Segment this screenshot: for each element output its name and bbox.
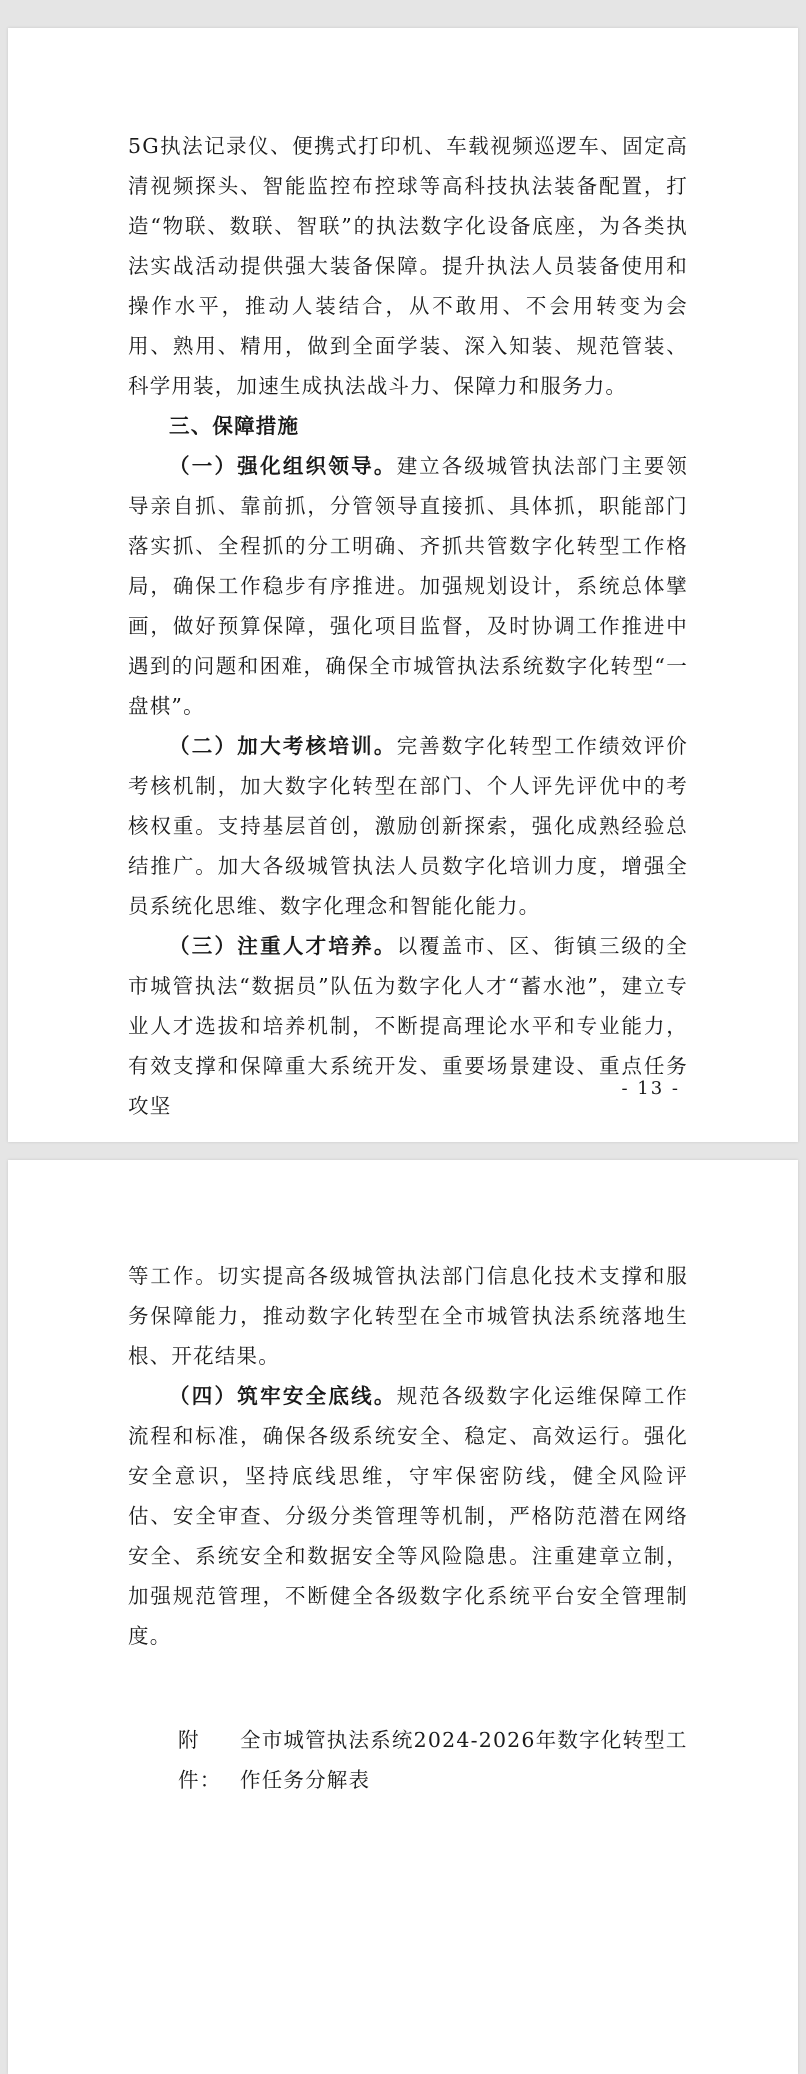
paragraph-security-baseline: [128, 1376, 688, 1656]
document-page-14: [8, 1160, 798, 2074]
item-title: （二）加大考核培训。: [169, 734, 397, 758]
item-body: 规范各级数字化运维保障工作流程和标准，确保各级系统安全、稳定、高效运行。强化安全意识，坚持底线思维，守牢保密防线，健全风险评估、安全审查、分级分类管理等机制，严格防范潜在网络安全、系统安全和数据安全等风险隐患。注重建章立制，加强规范管理，不断健全各级数字化系统平台安全管理制度。: [128, 1384, 688, 1648]
item-title: （四）筑牢安全底线。: [169, 1384, 397, 1408]
document-page-13: [8, 28, 798, 1142]
attachment-title: 全市城管执法系统2024-2026年数字化转型工作任务分解表: [240, 1728, 688, 1792]
page-body: [128, 126, 688, 1126]
item-body: 建立各级城管执法部门主要领导亲自抓、靠前抓，分管领导直接抓、具体抓，职能部门落实抓、全程抓的分工明确、齐抓共管数字化转型工作格局，确保工作稳步有序推进。加强规划设计，系统总体擘画，做好预算保障，强化项目监督，及时协调工作推进中遇到的问题和困难，确保全市城管执法系统数字化转型“一盘棋”。: [128, 454, 688, 718]
page-number: - 13 -: [621, 1078, 680, 1099]
item-body: 完善数字化转型工作绩效评价考核机制，加大数字化转型在部门、个人评先评优中的考核权重。支持基层首创，激励创新探索，强化成熟经验总结推广。加大各级城管执法人员数字化培训力度，增强全员系统化思维、数字化理念和智能化能力。: [128, 734, 688, 918]
item-title: （一）强化组织领导。: [169, 454, 397, 478]
paragraph-organization-leadership: [128, 446, 688, 726]
page-body: [128, 1256, 688, 1656]
paragraph-assessment-training: [128, 726, 688, 926]
attachment-label: 附件：: [178, 1728, 222, 1792]
paragraph-continued: 等工作。切实提高各级城管执法部门信息化技术支撑和服务保障能力，推动数字化转型在全市城管执法系统落地生根、开花结果。: [128, 1264, 688, 1368]
attachment-note: [178, 1720, 698, 1800]
item-title: （三）注重人才培养。: [169, 934, 397, 958]
paragraph-talent-cultivation: [128, 926, 688, 1126]
paragraph-continued: 5G执法记录仪、便携式打印机、车载视频巡逻车、固定高清视频探头、智能监控布控球等高科技执法装备配置，打造“物联、数联、智联”的执法数字化设备底座，为各类执法实战活动提供强大装备保障。提升执法人员装备使用和操作水平，推动人装结合，从不敢用、不会用转变为会用、熟用、精用，做到全面学装、深入知装、规范管装、科学用装，加速生成执法战斗力、保障力和服务力。: [128, 134, 688, 398]
section-heading-safeguards: 三、保障措施: [169, 414, 300, 438]
item-body: 以覆盖市、区、街镇三级的全市城管执法“数据员”队伍为数字化人才“蓄水池”，建立专业人才选拔和培养机制，不断提高理论水平和专业能力，有效支撑和保障重大系统开发、重要场景建设、重点任务攻坚: [128, 934, 688, 1118]
